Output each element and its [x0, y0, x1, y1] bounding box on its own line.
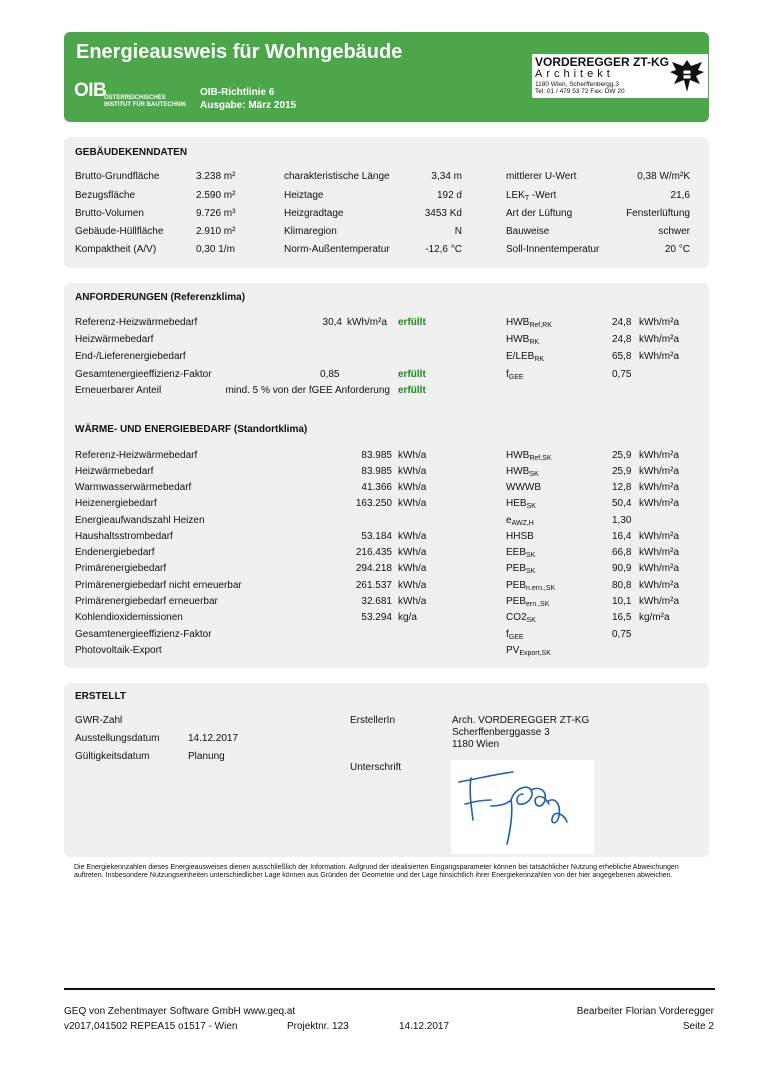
waerme-unit2: kWh/m²a [639, 547, 679, 558]
oib-logo-subtitle [104, 95, 186, 109]
waerme-title: WÄRME- UND ENERGIEBEDARF (Standortklima) [75, 424, 308, 435]
waerme-code-code: PV [506, 645, 520, 656]
waerme-num: 12,8 [612, 482, 632, 493]
anf-code [506, 317, 552, 332]
geb-value: N [454, 226, 462, 237]
geb-label: Heizgradtage [284, 208, 344, 219]
waerme-code [506, 629, 524, 644]
waerme-code-code: PEB [506, 563, 527, 574]
ausgabe: Ausgabe: März 2015 [200, 100, 297, 111]
eagle-crest-icon [668, 56, 706, 96]
waerme-label: Heizwärmebedarf [75, 466, 154, 477]
waerme-label: Energieaufwandszahl Heizen [75, 515, 205, 526]
geb-value: 21,6 [670, 190, 690, 201]
stamp-address [535, 81, 625, 95]
geb-value: 3453 Kd [424, 208, 462, 219]
erstellt-label: GWR-Zahl [75, 715, 123, 726]
waerme-label: Haushaltsstrombedarf [75, 531, 173, 542]
anf-unit2: kWh/m²a [639, 317, 679, 328]
document-title: Energieausweis für Wohngebäude [76, 41, 403, 63]
geb-label: charakteristische Länge [284, 171, 390, 182]
waerme-code-code: PEB [506, 580, 527, 591]
geb-label-sub: T [524, 195, 530, 202]
waerme-num: 0,75 [612, 629, 632, 640]
footer-software: GEQ von Zehentmayer Software GmbH www.geq.at [64, 1006, 296, 1017]
waerme-unit2: kg/m²a [639, 612, 670, 623]
geb-value: 3.238 m² [196, 171, 236, 182]
waerme-label: Kohlendioxidemissionen [75, 612, 183, 623]
geb-value: 3,34 m [431, 171, 462, 182]
waerme-unit: kWh/a [398, 466, 427, 477]
anf-num: 24,8 [612, 317, 632, 328]
erstellt-title: ERSTELLT [75, 691, 126, 702]
erstellt-label: Gültigkeitsdatum [75, 751, 150, 762]
geb-label: Norm-Außentemperatur [284, 244, 390, 255]
waerme-code-code: HWB [506, 466, 530, 477]
footer-projekt: Projektnr. 123 [287, 1021, 349, 1032]
waerme-value: 32.681 [361, 596, 392, 607]
anforderungen-panel [64, 283, 709, 668]
waerme-code-sub: AWZ,H [511, 520, 534, 527]
waerme-code [506, 645, 551, 660]
anf-label: Referenz-Heizwärmebedarf [75, 317, 198, 328]
waerme-unit2: kWh/m²a [639, 466, 679, 477]
footer-bearbeiter: Bearbeiter Florian Vorderegger [576, 1006, 714, 1017]
anf-num: 24,8 [612, 334, 632, 345]
waerme-code-code: f [506, 629, 509, 640]
waerme-label: Referenz-Heizwärmebedarf [75, 450, 198, 461]
waerme-code-code: PEB [506, 596, 527, 607]
geb-value: 20 °C [664, 244, 690, 255]
waerme-label: Endenergiebedarf [75, 547, 155, 558]
waerme-code [506, 450, 552, 465]
anf-label: Heizwärmebedarf [75, 334, 154, 345]
geb-label: Brutto-Grundfläche [75, 171, 160, 182]
footer-page: Seite 2 [682, 1021, 714, 1032]
ersteller-street: Scherffenberggasse 3 [452, 727, 550, 738]
stamp-name: VORDEREGGER ZT-KG [535, 55, 670, 69]
geb-label: Brutto-Volumen [75, 208, 144, 219]
gebaeudekenndaten-panel [64, 137, 709, 268]
signature-image [451, 760, 594, 854]
waerme-value: 53.294 [361, 612, 392, 623]
anf-code [506, 369, 524, 384]
waerme-code-sub: n.ern.,SK [526, 585, 556, 592]
waerme-unit: kWh/a [398, 531, 427, 542]
waerme-num: 1,30 [612, 515, 632, 526]
waerme-unit: kWh/a [398, 580, 427, 591]
unterschrift-label: Unterschrift [350, 762, 402, 773]
erstellt-value: 14.12.2017 [188, 733, 239, 744]
geb-label-code: LEK [506, 190, 525, 201]
footer-divider [64, 988, 715, 990]
waerme-unit: kWh/a [398, 482, 427, 493]
anf-value: mind. 5 % von der fGEE Anforderung [225, 385, 390, 396]
anf-code-sub: RK [534, 356, 545, 363]
geb-label: Bauweise [506, 226, 550, 237]
anf-code-sub: Ref,RK [529, 322, 552, 329]
geb-label: Art der Lüftung [506, 208, 573, 219]
anf-code [506, 351, 544, 366]
anf-code-code: E/LEB [506, 351, 535, 362]
stamp-street: 1180 Wien, Scherffenbergg.3 [535, 81, 619, 88]
waerme-unit: kWh/a [398, 547, 427, 558]
waerme-unit2: kWh/m²a [639, 596, 679, 607]
waerme-code-sub: ern.,SK [526, 601, 550, 608]
waerme-code-sub: Export,SK [519, 650, 551, 657]
waerme-label: Warmwasserwärmebedarf [75, 482, 192, 493]
waerme-num: 25,9 [612, 450, 632, 461]
anf-code-sub: RK [529, 339, 540, 346]
waerme-unit: kWh/a [398, 596, 427, 607]
waerme-value: 216.435 [355, 547, 392, 558]
gebaeude-title: GEBÄUDEKENNDATEN [75, 147, 188, 158]
waerme-code-code: HEB [506, 498, 527, 509]
geb-value: 2.590 m² [196, 190, 236, 201]
anf-unit2: kWh/m²a [639, 334, 679, 345]
waerme-label: Primärenergiebedarf [75, 563, 167, 574]
waerme-code [506, 498, 536, 513]
status-erfuellt: erfüllt [398, 385, 426, 396]
waerme-code [506, 580, 555, 595]
ersteller-city: 1180 Wien [452, 739, 500, 750]
footer-version: v2017,041502 REPEA15 o1517 - Wien [64, 1021, 238, 1032]
anf-num: 0,75 [612, 369, 632, 380]
geb-label: Klimaregion [284, 226, 337, 237]
waerme-unit: kWh/a [398, 498, 427, 509]
waerme-code [506, 515, 534, 530]
waerme-code-sub: SK [526, 568, 536, 575]
waerme-code [506, 482, 541, 497]
oib-logo-sub2: INSTITUT FÜR BAUTECHNIK [104, 102, 187, 108]
header-banner [64, 32, 709, 122]
waerme-code-code: CO2 [506, 612, 527, 623]
waerme-value: 294.218 [355, 563, 392, 574]
waerme-unit2: kWh/m²a [639, 450, 679, 461]
waerme-value: 261.537 [355, 580, 392, 591]
waerme-value: 41.366 [361, 482, 392, 493]
geb-value: 192 d [436, 190, 462, 201]
anf-label: Gesamtenergieeffizienz-Faktor [75, 369, 212, 380]
richtlinie: OIB-Richtlinie 6 [200, 87, 275, 98]
geb-value: 0,38 W/m²K [637, 171, 690, 182]
geb-label: Heiztage [284, 190, 324, 201]
waerme-unit: kg/a [398, 612, 417, 623]
waerme-num: 16,5 [612, 612, 632, 623]
ersteller-name: Arch. VORDEREGGER ZT-KG [452, 715, 590, 726]
anf-code-code: HWB [506, 334, 530, 345]
geb-value: Fensterlüftung [626, 208, 690, 219]
anf-value: 30,4 [322, 317, 342, 328]
waerme-code-code: WWWB [506, 482, 541, 493]
waerme-unit2: kWh/m²a [639, 482, 679, 493]
waerme-num: 50,4 [612, 498, 632, 509]
waerme-num: 90,9 [612, 563, 632, 574]
geb-label [506, 190, 556, 205]
waerme-code-code: HWB [506, 450, 530, 461]
geb-label: Kompaktheit (A/V) [75, 244, 157, 255]
anf-label: End-/Lieferenergiebedarf [75, 351, 186, 362]
anf-code-code: HWB [506, 317, 530, 328]
stamp-phone: Tel: 01 / 479 53 72 Fax: DW 20 [535, 88, 625, 95]
waerme-unit2: kWh/m²a [639, 580, 679, 591]
oib-logo [74, 80, 204, 110]
waerme-code [506, 466, 539, 481]
waerme-label: Photovoltaik-Export [75, 645, 162, 656]
waerme-code-sub: SK [526, 503, 536, 510]
waerme-label: Heizenergiebedarf [75, 498, 157, 509]
waerme-code-code: e [506, 515, 512, 526]
waerme-value: 163.250 [355, 498, 392, 509]
geb-value: 0,30 1/m [196, 244, 235, 255]
waerme-unit2: kWh/m²a [639, 531, 679, 542]
waerme-unit: kWh/a [398, 450, 427, 461]
waerme-code [506, 612, 536, 627]
oib-logo-text: OIB [74, 80, 107, 101]
waerme-code [506, 547, 535, 562]
anf-unit: kWh/m²a [347, 317, 387, 328]
waerme-unit2: kWh/m²a [639, 563, 679, 574]
footer-date: 14.12.2017 [399, 1021, 450, 1032]
anf-value: 0,85 [320, 369, 340, 380]
waerme-code-sub: Ref,SK [529, 455, 552, 462]
waerme-unit: kWh/a [398, 563, 427, 574]
signature-box [451, 760, 594, 854]
waerme-unit2: kWh/m²a [639, 498, 679, 509]
anf-unit2: kWh/m²a [639, 351, 679, 362]
oib-logo-sub1: ÖSTERREICHISCHES [104, 95, 166, 101]
waerme-code-code: EEB [506, 547, 527, 558]
anf-num: 65,8 [612, 351, 632, 362]
richtlinie-info [200, 86, 296, 112]
status-erfuellt: erfüllt [398, 369, 426, 380]
waerme-code [506, 531, 534, 546]
waerme-value: 83.985 [361, 466, 392, 477]
architect-stamp [532, 54, 708, 98]
ersteller-label: ErstellerIn [350, 715, 396, 726]
waerme-label: Primärenergiebedarf nicht erneuerbar [75, 580, 242, 591]
erstellt-value: Planung [188, 751, 225, 762]
geb-label: Soll-Innentemperatur [506, 244, 600, 255]
waerme-code [506, 563, 535, 578]
waerme-num: 80,8 [612, 580, 632, 591]
anf-label: Erneuerbarer Anteil [75, 385, 162, 396]
waerme-value: 83.985 [361, 450, 392, 461]
waerme-num: 25,9 [612, 466, 632, 477]
geb-value: -12,6 °C [425, 244, 462, 255]
anf-code [506, 334, 539, 349]
erstellt-panel [64, 683, 709, 857]
stamp-title: Architekt [535, 68, 614, 80]
waerme-code-code: HHSB [506, 531, 534, 542]
disclaimer: Die Energiekennzahlen dieses Energieausweises dienen ausschließlich der Information. Aufgrund der idealisierten Eingangsparameter können bei tatsächlicher Nutzung erhebliche Abweichungen auftreten. Insbesondere Nutzungseinheiten unterschiedlicher Lage können aus Gründen der Geometrie und der Lage hinsichtlich ihrer Energiekennzahlen von der hier angegebenen abweichen. [74, 864, 679, 879]
erstellt-label: Ausstellungsdatum [75, 733, 160, 744]
waerme-code-sub: SK [526, 552, 536, 559]
geb-value: schwer [658, 226, 690, 237]
status-erfuellt: erfüllt [398, 317, 426, 328]
waerme-code-sub: SK [529, 471, 539, 478]
waerme-value: 53.184 [361, 531, 392, 542]
anforderungen-title: ANFORDERUNGEN (Referenzklima) [75, 292, 246, 303]
waerme-code-sub: SK [526, 617, 536, 624]
geb-label: Gebäude-Hüllfläche [75, 226, 164, 237]
geb-label-after: -Wert [529, 190, 557, 201]
waerme-code [506, 596, 549, 611]
geb-label: Bezugsfläche [75, 190, 136, 201]
waerme-label: Primärenergiebedarf erneuerbar [75, 596, 218, 607]
waerme-num: 16,4 [612, 531, 632, 542]
waerme-num: 66,8 [612, 547, 632, 558]
geb-value: 2.910 m² [196, 226, 236, 237]
waerme-code-sub: GEE [508, 634, 524, 641]
anf-code-code: f [506, 369, 509, 380]
waerme-label: Gesamtenergieeffizienz-Faktor [75, 629, 212, 640]
waerme-num: 10,1 [612, 596, 632, 607]
geb-value: 9.726 m³ [196, 208, 236, 219]
geb-label: mittlerer U-Wert [506, 171, 577, 182]
anf-code-sub: GEE [508, 374, 524, 381]
